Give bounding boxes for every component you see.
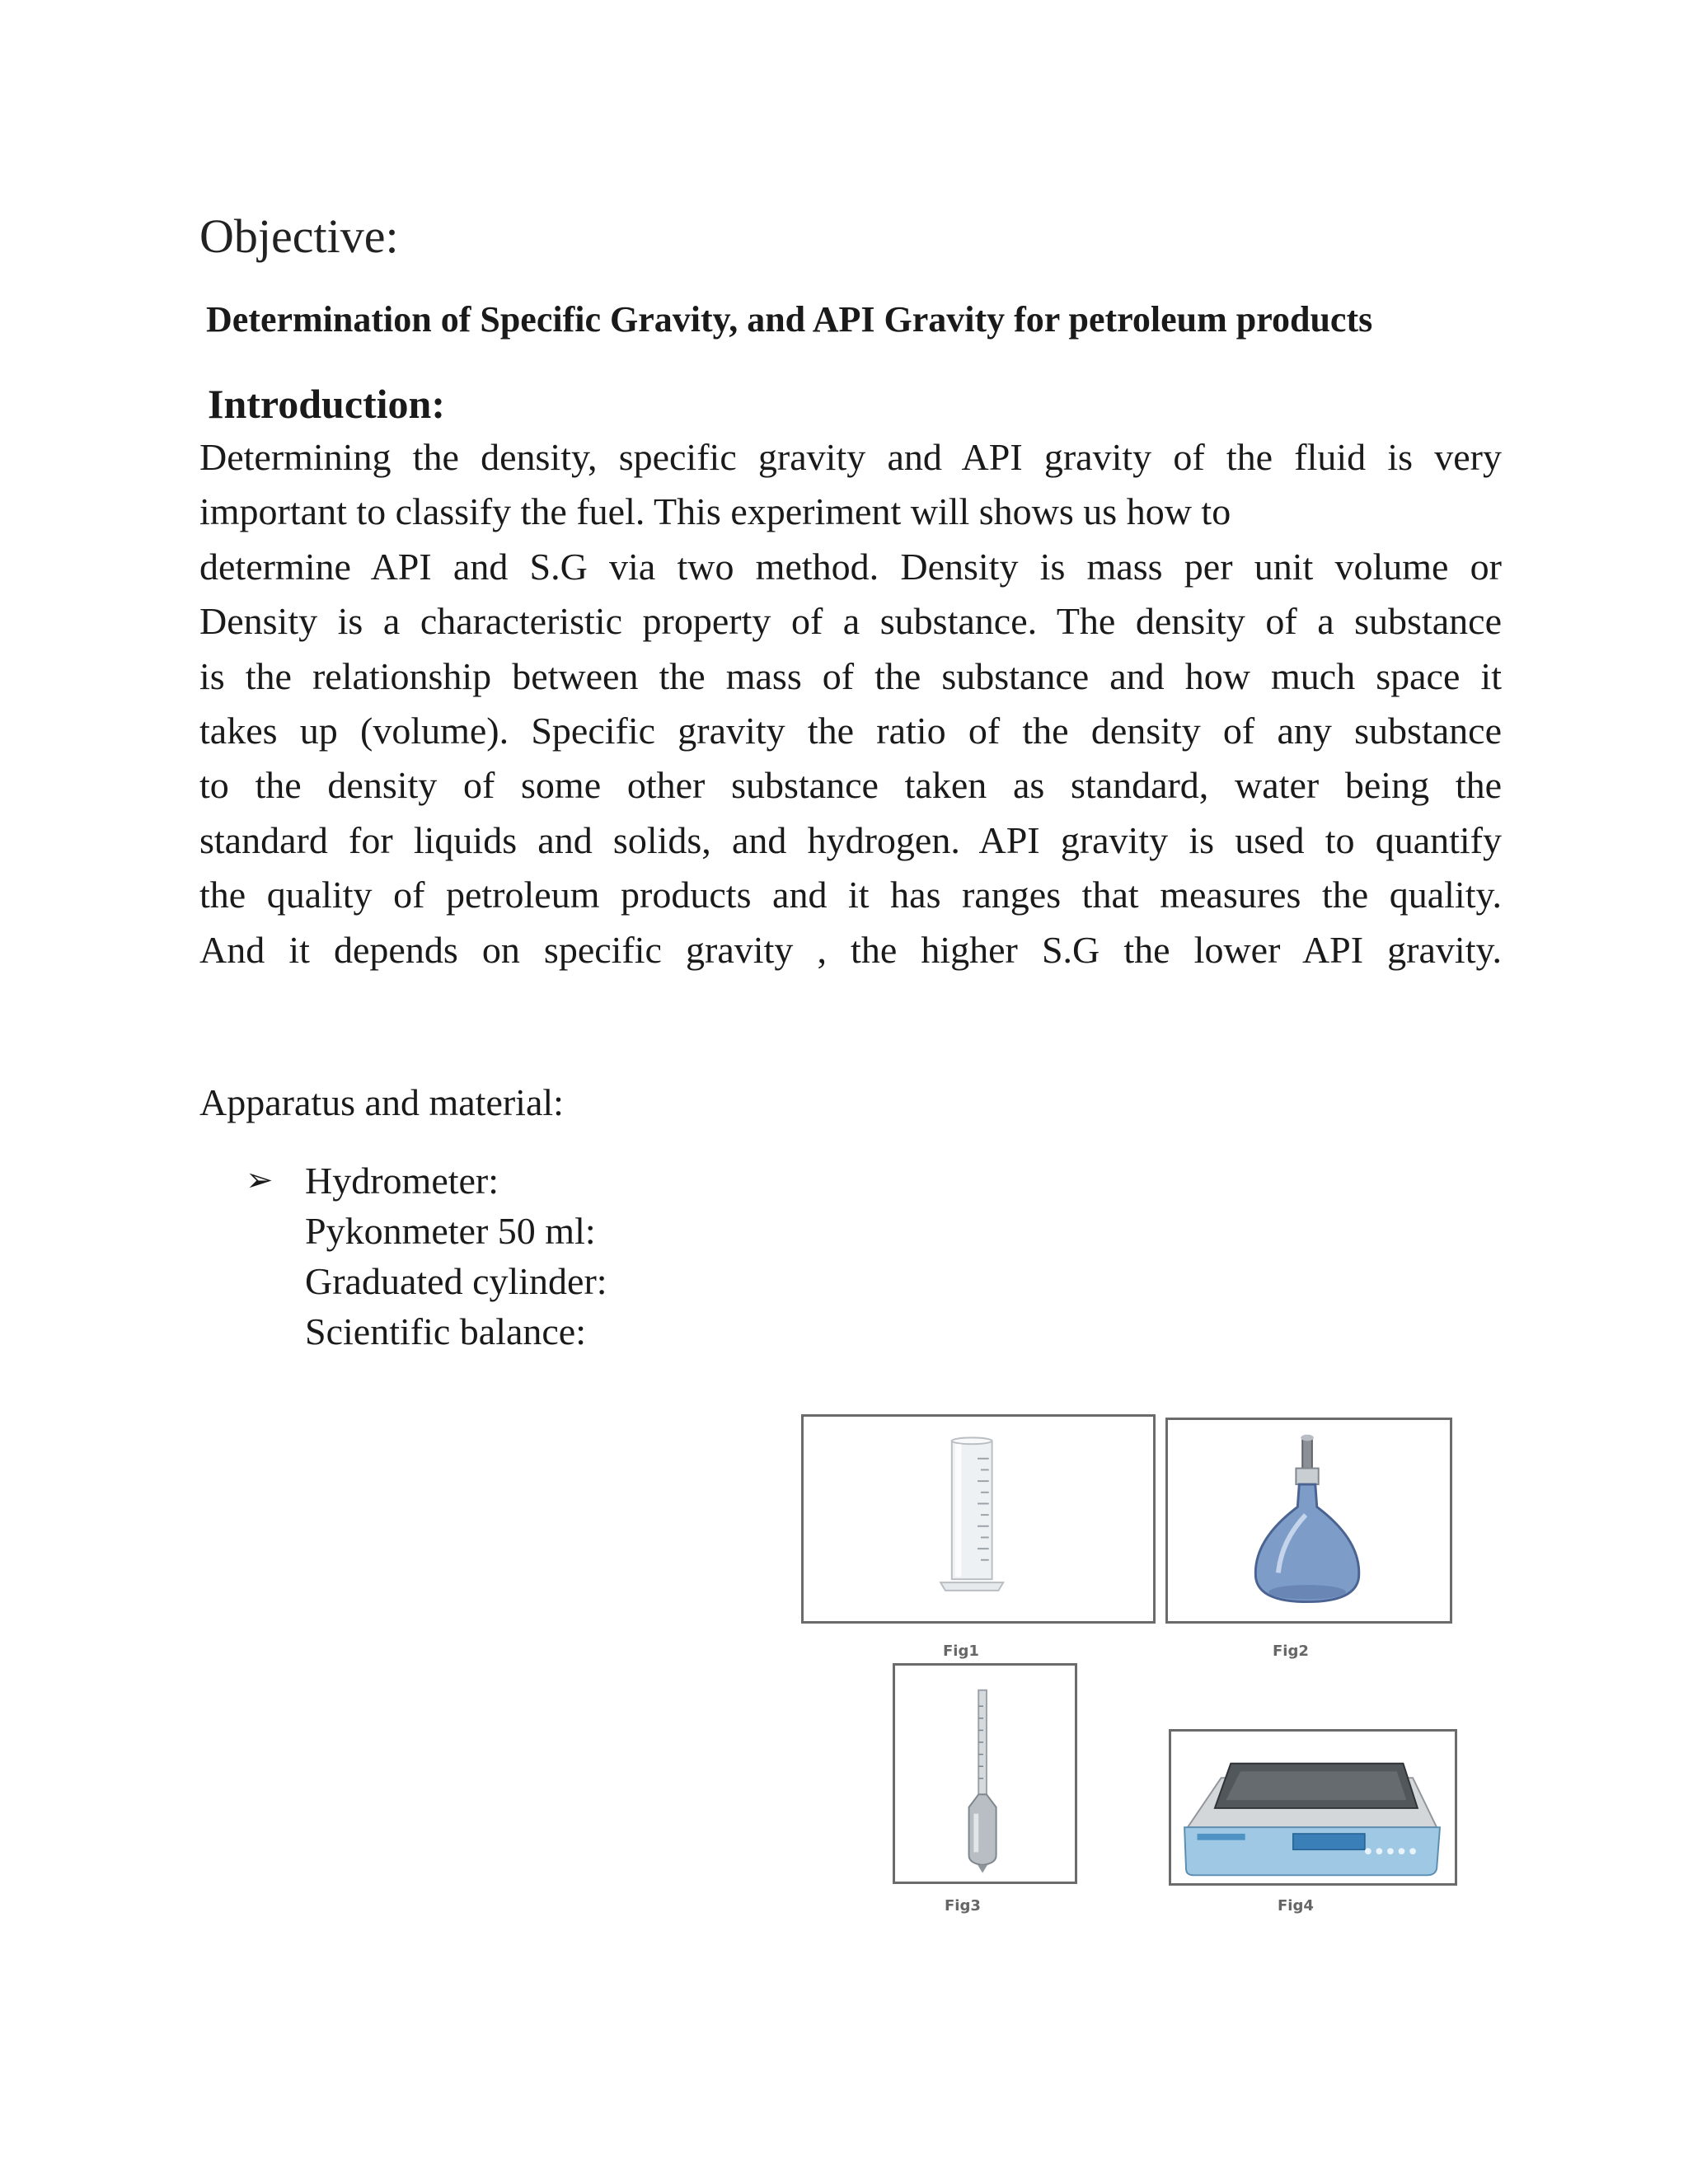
introduction-line: the quality of petroleum products and it has ranges that measures the quality. bbox=[199, 874, 1502, 916]
apparatus-heading: Apparatus and material: bbox=[199, 1081, 564, 1123]
list-item bbox=[246, 1256, 607, 1306]
pycnometer-image bbox=[1165, 1418, 1452, 1624]
introduction-line: is the relationship between the mass of the substance and how much space it bbox=[199, 654, 1502, 697]
figure-caption: Fig1 bbox=[943, 1643, 979, 1660]
introduction-line: important to classify the fuel. This experiment will shows us how to bbox=[199, 490, 1231, 533]
introduction-line: standard for liquids and solids, and hydrogen. API gravity is used to quantify bbox=[199, 818, 1502, 861]
introduction-line: determine API and S.G via two method. Density is mass per unit volume or bbox=[199, 545, 1502, 588]
list-item-label: Graduated cylinder: bbox=[305, 1260, 607, 1302]
graduated-cylinder-image bbox=[801, 1414, 1156, 1624]
figure-caption: Fig4 bbox=[1278, 1897, 1314, 1915]
list-item-label: Scientific balance: bbox=[305, 1310, 587, 1352]
introduction-line: Density is a characteristic property of a substance. The density of a substance bbox=[199, 600, 1502, 643]
objective-text: Determination of Specific Gravity, and API Gravity for petroleum products bbox=[206, 299, 1373, 340]
arrow-bullet-icon: ➢ bbox=[246, 1161, 274, 1199]
introduction-line: takes up (volume). Specific gravity the ratio of the density of any substance bbox=[199, 710, 1502, 752]
list-item-label: Hydrometer: bbox=[305, 1160, 499, 1202]
introduction-paragraph bbox=[199, 430, 1502, 977]
introduction-line: to the density of some other substance taken as standard, water being the bbox=[199, 764, 1502, 807]
objective-heading: Objective: bbox=[199, 209, 399, 263]
figure-caption: Fig2 bbox=[1273, 1643, 1309, 1660]
hydrometer-image bbox=[893, 1663, 1077, 1884]
list-item bbox=[246, 1155, 607, 1206]
scientific-balance-image bbox=[1169, 1729, 1457, 1886]
list-item bbox=[246, 1206, 607, 1256]
introduction-line: Determining the density, specific gravity and API gravity of the fluid is very bbox=[199, 436, 1502, 478]
introduction-line: And it depends on specific gravity , the higher S.G the lower API gravity. bbox=[199, 928, 1502, 971]
list-item-label: Pykonmeter 50 ml: bbox=[305, 1210, 596, 1252]
introduction-heading: Introduction: bbox=[208, 381, 446, 427]
list-item bbox=[246, 1306, 607, 1357]
apparatus-list bbox=[246, 1155, 607, 1357]
figure-caption: Fig3 bbox=[945, 1897, 981, 1915]
